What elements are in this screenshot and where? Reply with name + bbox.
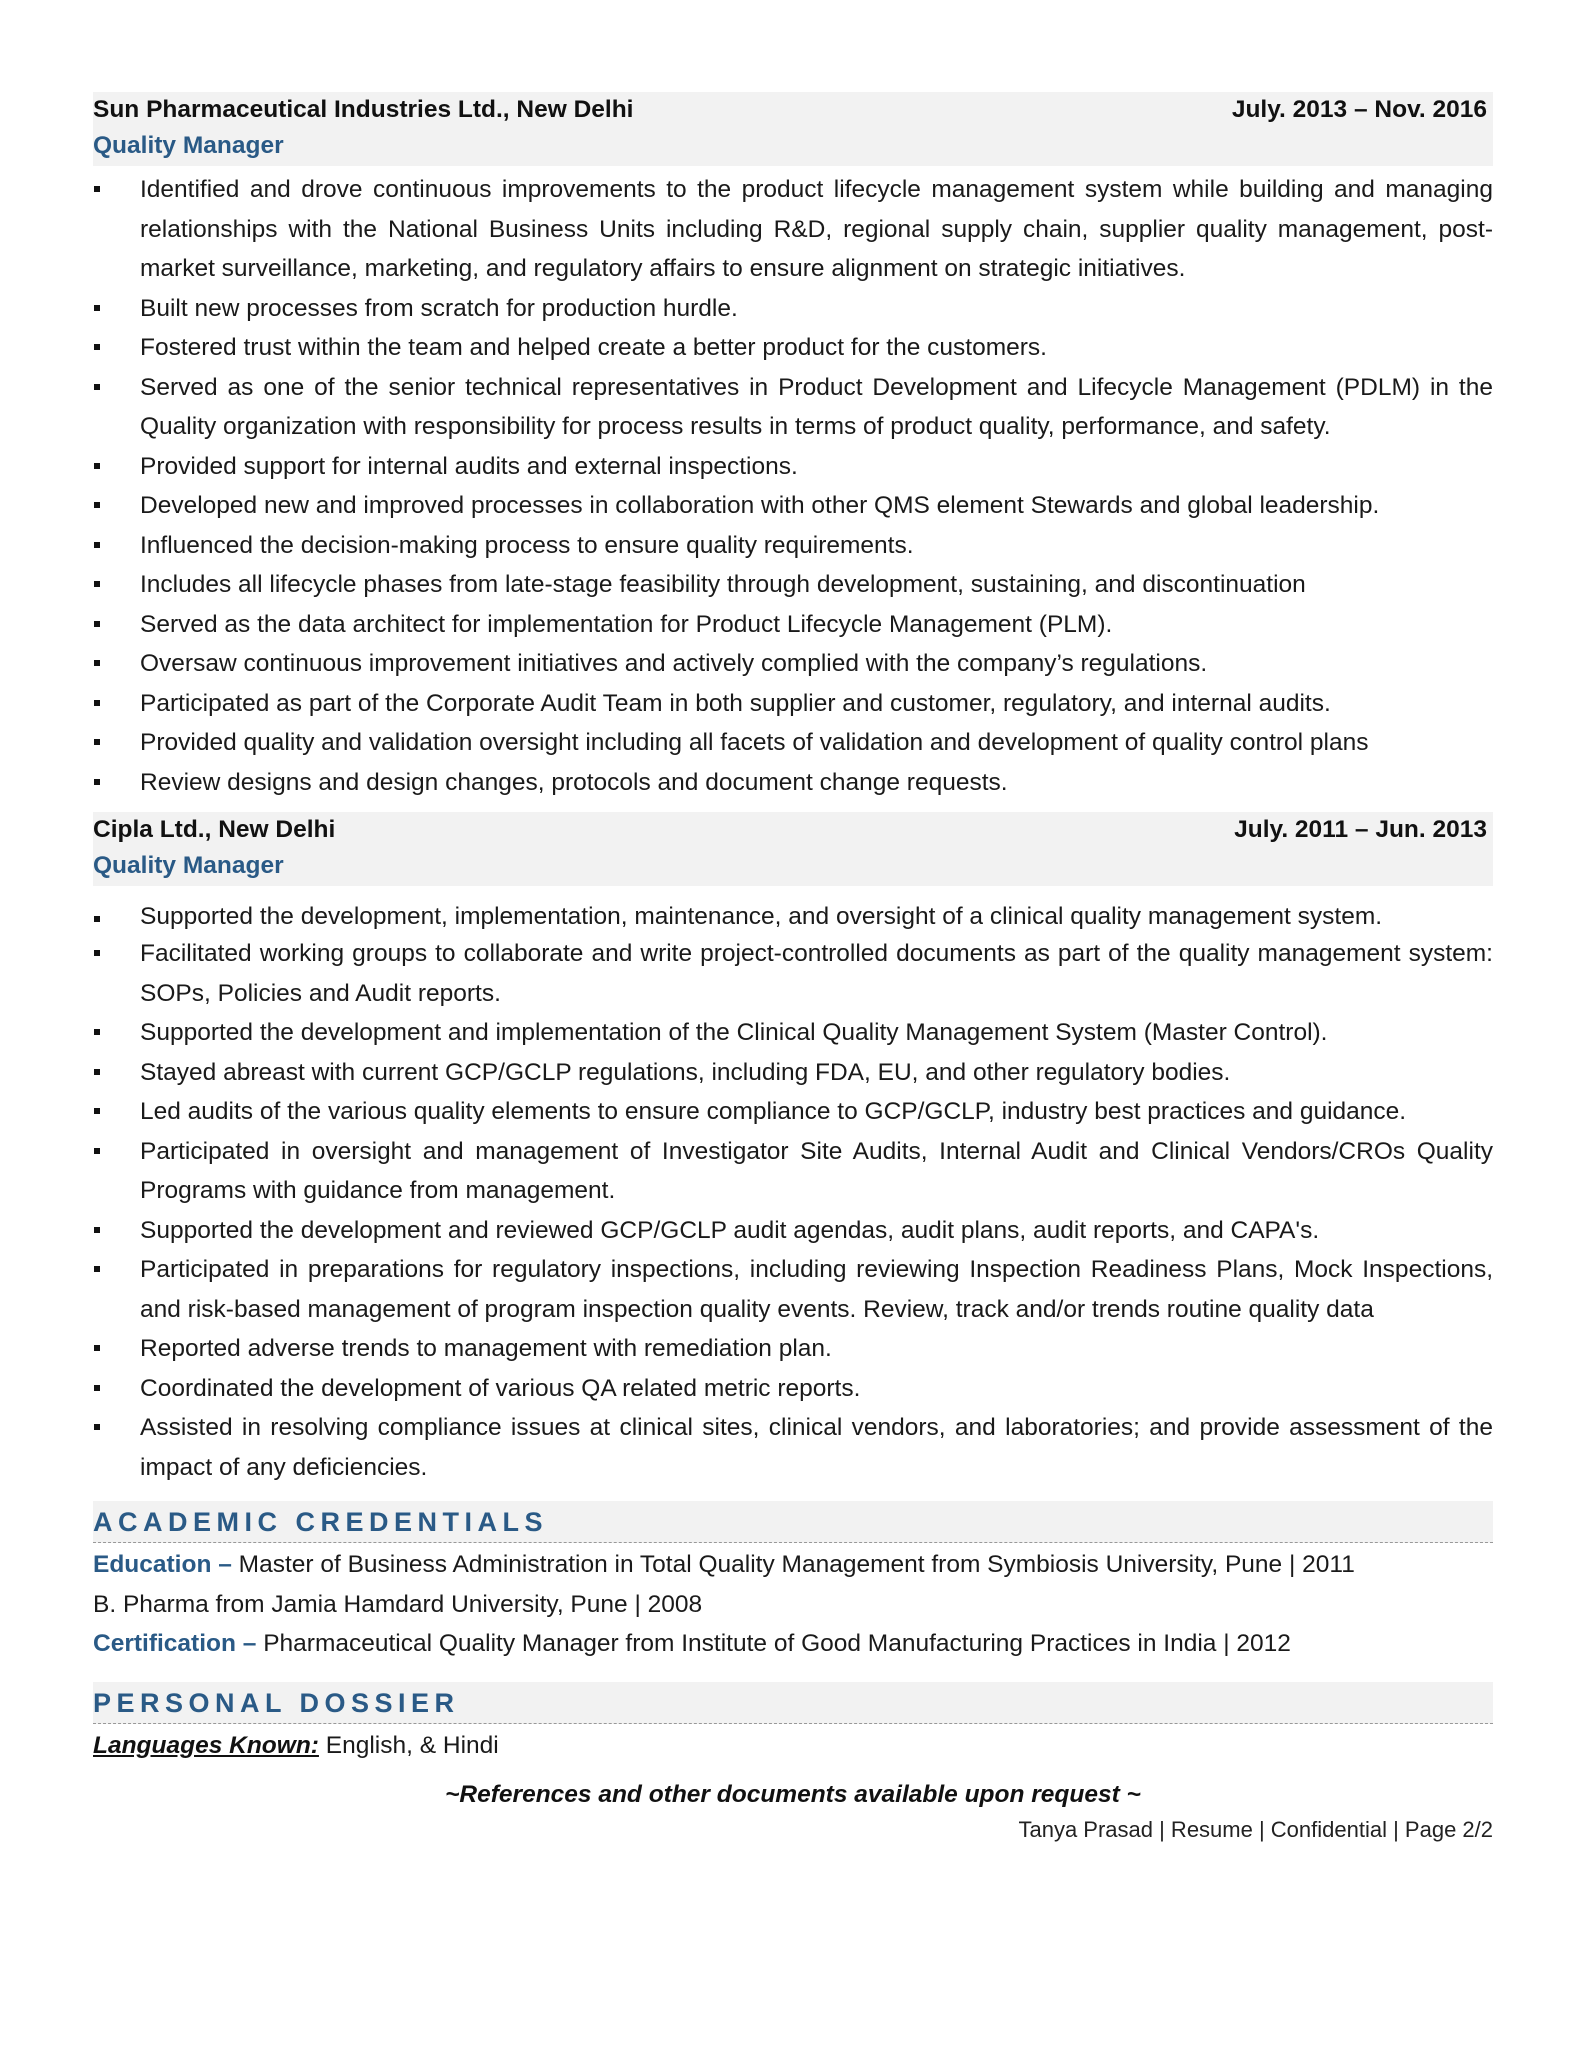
bullet-icon (94, 542, 100, 548)
list-item: Led audits of the various quality elements to ensure compliance to GCP/GCLP, industry best practices and guidance. (93, 1092, 1493, 1132)
languages-text: English, & Hindi (325, 1731, 499, 1759)
bullet-icon (94, 305, 100, 311)
section-heading: PERSONAL DOSSIER (93, 1682, 1493, 1724)
list-item: Review designs and design changes, protocols and document change requests. (93, 763, 1493, 803)
bullet-icon (94, 1424, 100, 1430)
list-item: Supported the development, implementation, maintenance, and oversight of a clinical quality management system. (93, 900, 1493, 934)
list-item: Identified and drove continuous improvements to the product lifecycle management system while building and managing relationships with the National Business Units including R&D, regional supply chain, supplier quality management, post-market surveillance, marketing, and regulatory affairs to ensure alignment on strategic initiatives. (93, 170, 1493, 289)
list-item: Served as one of the senior technical representatives in Product Development and Lifecycle Management (PDLM) in the Quality organization with responsibility for process results in terms of product quality, performance, and safety. (93, 368, 1493, 447)
company-name: Sun Pharmaceutical Industries Ltd., New Delhi (93, 96, 634, 123)
list-item: Built new processes from scratch for production hurdle. (93, 289, 1493, 329)
bullet-icon (94, 1266, 100, 1272)
job-role: Quality Manager (93, 852, 284, 879)
bullet-icon (94, 950, 100, 956)
bullet-icon (94, 502, 100, 508)
bullet-list (93, 170, 1493, 802)
bullet-icon (94, 1069, 100, 1075)
bullet-icon (94, 384, 100, 390)
certification-line (93, 1624, 1493, 1664)
job-header (93, 812, 1493, 886)
bullet-icon (94, 344, 100, 350)
job-role: Quality Manager (93, 132, 284, 159)
company-name: Cipla Ltd., New Delhi (93, 816, 336, 843)
job-dates: July. 2011 – Jun. 2013 (1234, 816, 1487, 843)
bullet-icon (94, 739, 100, 745)
list-item: Developed new and improved processes in collaboration with other QMS element Stewards and global leadership. (93, 486, 1493, 526)
list-item: Participated as part of the Corporate Audit Team in both supplier and customer, regulatory, and internal audits. (93, 684, 1493, 724)
list-item: Oversaw continuous improvement initiatives and actively complied with the company’s regulations. (93, 644, 1493, 684)
list-item: Influenced the decision-making process to ensure quality requirements. (93, 526, 1493, 566)
education-line-2: B. Pharma from Jamia Hamdard University, Pune | 2008 (93, 1590, 703, 1618)
list-item: Supported the development and reviewed GCP/GCLP audit agendas, audit plans, audit reports, and CAPA's. (93, 1211, 1493, 1251)
list-item: Supported the development and implementation of the Clinical Quality Management System (Master Control). (93, 1013, 1493, 1053)
section-heading: ACADEMIC CREDENTIALS (93, 1501, 1493, 1543)
languages-line (93, 1726, 1493, 1766)
bullet-icon (94, 1385, 100, 1391)
bullet-icon (94, 581, 100, 587)
page-footer: Tanya Prasad | Resume | Confidential | Page 2/2 (1018, 1817, 1493, 1842)
bullet-list (93, 900, 1493, 1487)
list-item: Stayed abreast with current GCP/GCLP regulations, including FDA, EU, and other regulatory bodies. (93, 1053, 1493, 1093)
list-item: Served as the data architect for implementation for Product Lifecycle Management (PLM). (93, 605, 1493, 645)
list-item: Assisted in resolving compliance issues at clinical sites, clinical vendors, and laboratories; and provide assessment of the impact of any deficiencies. (93, 1408, 1493, 1487)
resume-page (93, 92, 1493, 1843)
education-text: Master of Business Administration in Total Quality Management from Symbiosis University, Pune | 2011 (238, 1551, 1355, 1578)
bullet-icon (94, 186, 100, 192)
education-line (93, 1545, 1493, 1585)
job-dates: July. 2013 – Nov. 2016 (1231, 96, 1487, 123)
list-item: Provided quality and validation oversight including all facets of validation and development of quality control plans (93, 723, 1493, 763)
list-item: Participated in oversight and management of Investigator Site Audits, Internal Audit and Clinical Vendors/CROs Quality Programs with guidance from management. (93, 1132, 1493, 1211)
job-entry (93, 812, 1493, 1487)
list-item: Fostered trust within the team and helped create a better product for the customers. (93, 328, 1493, 368)
certification-label: Certification – (93, 1630, 257, 1657)
bullet-icon (94, 621, 100, 627)
certification-text: Pharmaceutical Quality Manager from Institute of Good Manufacturing Practices in India | 2012 (263, 1630, 1291, 1657)
references-note: ~References and other documents available upon request ~ (445, 1781, 1141, 1808)
bullet-icon (94, 1227, 100, 1233)
bullet-icon (94, 916, 100, 922)
bullet-icon (94, 660, 100, 666)
list-item: Reported adverse trends to management with remediation plan. (93, 1329, 1493, 1369)
academic-section (93, 1501, 1493, 1664)
bullet-icon (94, 463, 100, 469)
job-entry (93, 92, 1493, 802)
education-label: Education – (93, 1551, 232, 1578)
bullet-icon (94, 1029, 100, 1035)
list-item: Participated in preparations for regulatory inspections, including reviewing Inspection Readiness Plans, Mock Inspections, and risk-based management of program inspection quality events. Review, track and/or trends routine quality data (93, 1250, 1493, 1329)
bullet-icon (94, 700, 100, 706)
list-item: Includes all lifecycle phases from late-stage feasibility through development, sustaining, and discontinuation (93, 565, 1493, 605)
bullet-icon (94, 779, 100, 785)
personal-section (93, 1682, 1493, 1766)
languages-label: Languages Known: (93, 1731, 319, 1759)
bullet-icon (94, 1108, 100, 1114)
list-item: Facilitated working groups to collaborate and write project-controlled documents as part of the quality management system: SOPs, Policies and Audit reports. (93, 934, 1493, 1013)
bullet-icon (94, 1345, 100, 1351)
list-item: Provided support for internal audits and external inspections. (93, 447, 1493, 487)
list-item: Coordinated the development of various QA related metric reports. (93, 1369, 1493, 1409)
job-header (93, 92, 1493, 166)
bullet-icon (94, 1148, 100, 1154)
